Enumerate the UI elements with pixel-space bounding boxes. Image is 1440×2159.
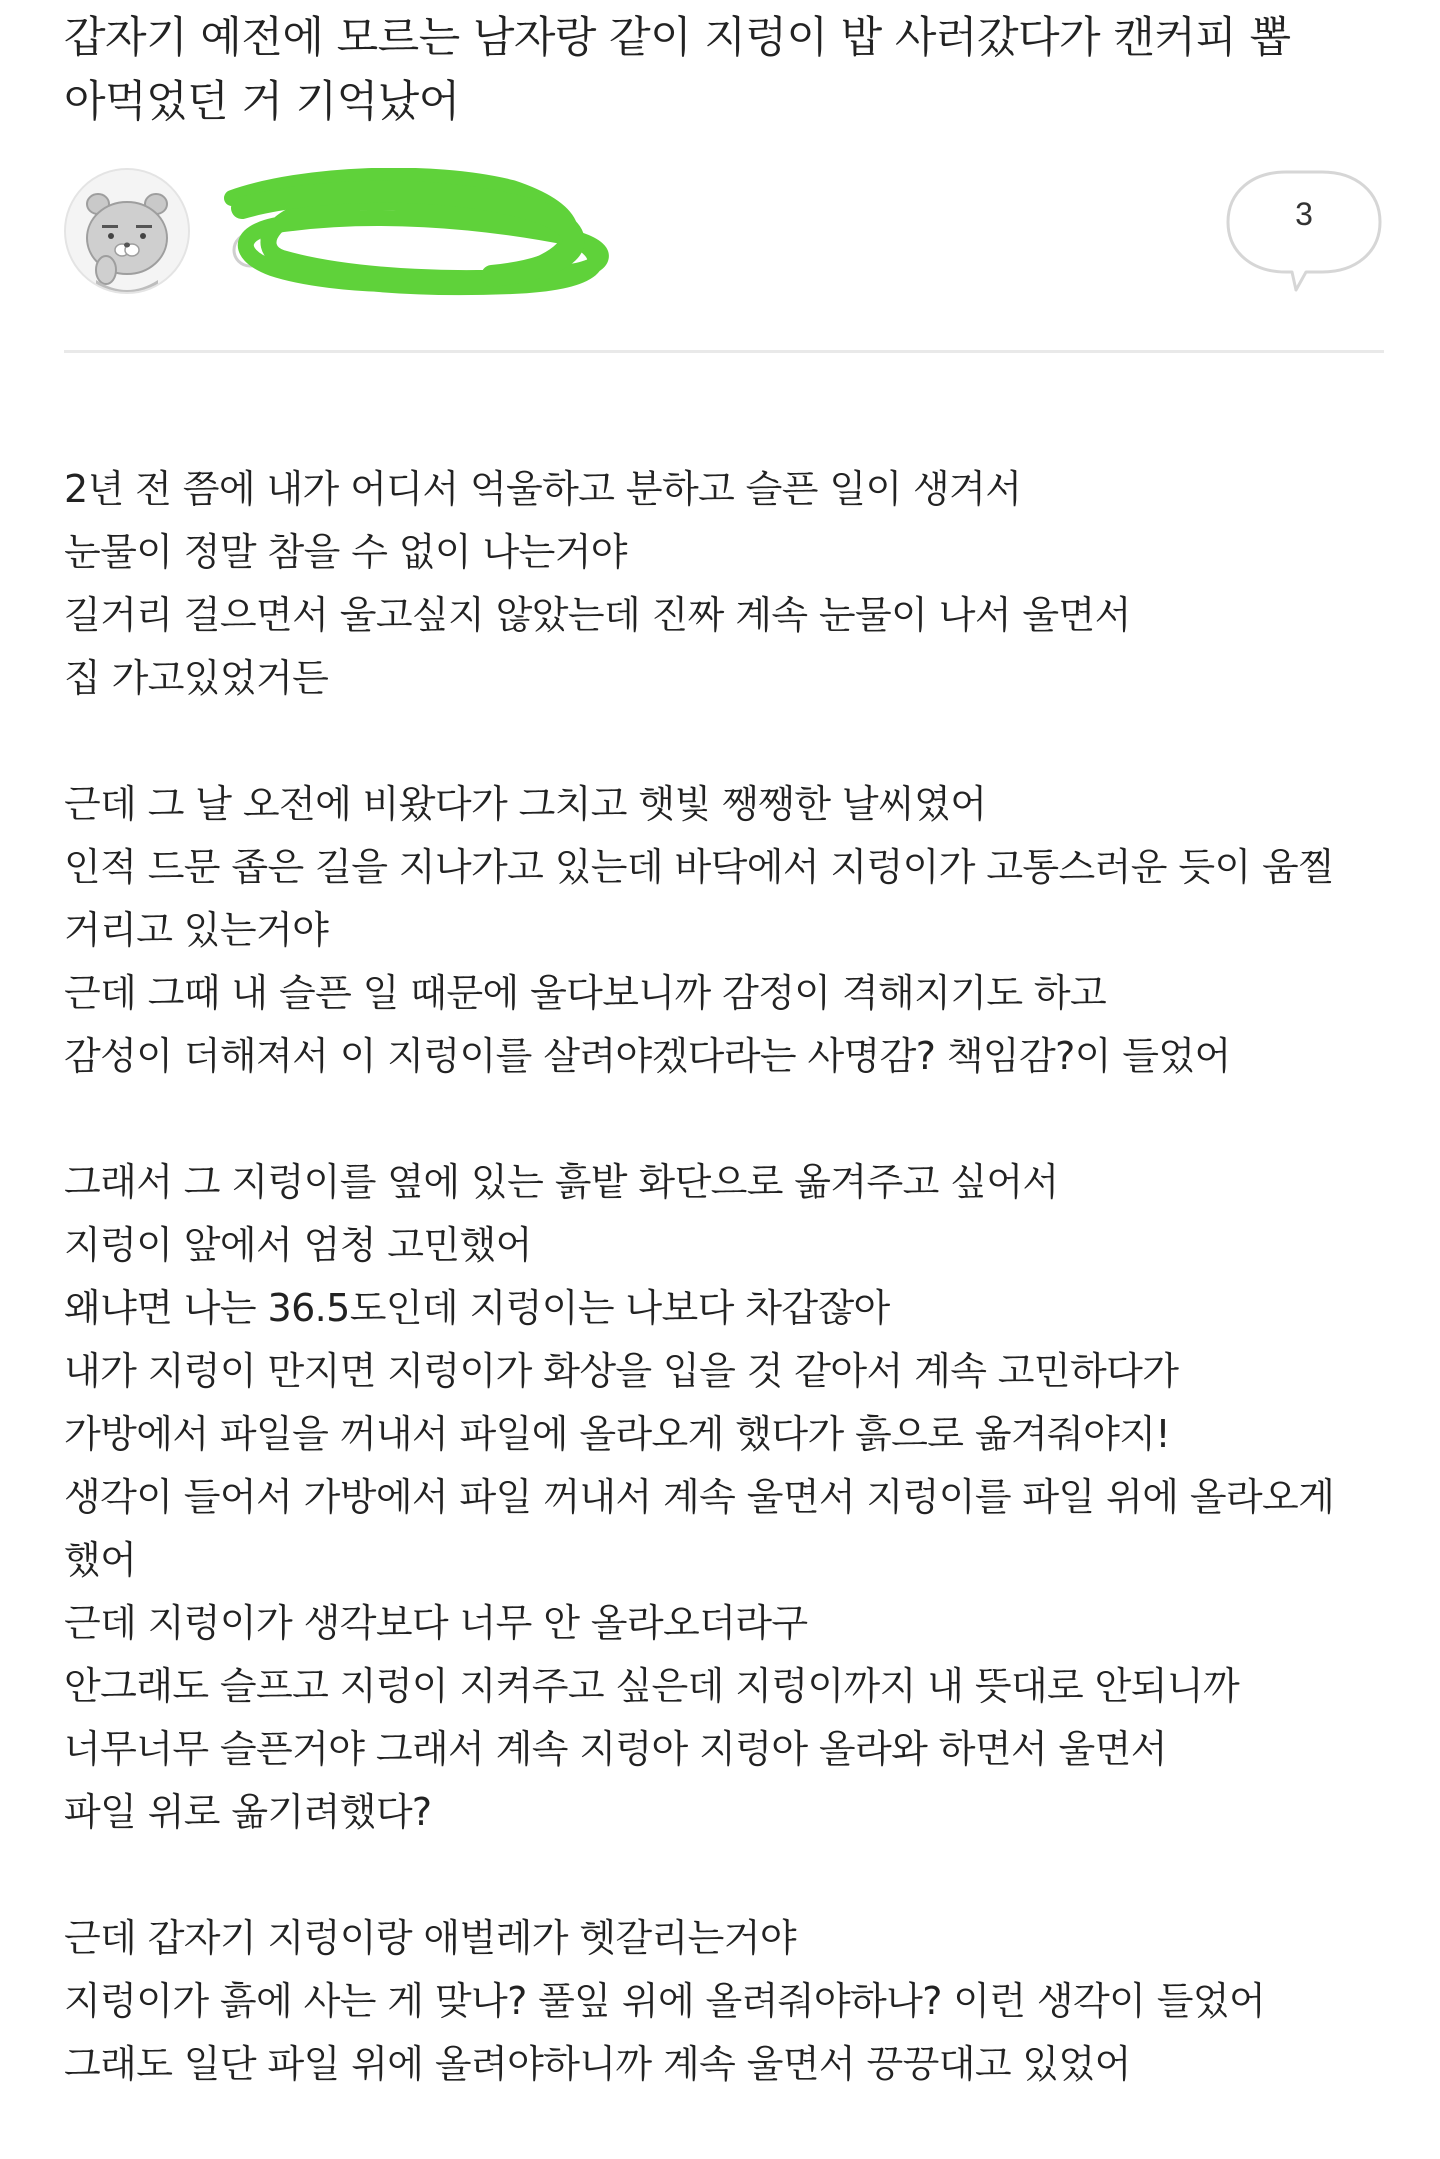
body-line: 눈물이 정말 참을 수 없이 나는거야	[64, 530, 627, 574]
body-paragraph-2	[64, 773, 1394, 1088]
body-line: 거리고 있는거야	[64, 908, 329, 952]
author-row	[64, 168, 1384, 298]
body-line: 파일 위로 옮기려했다?	[64, 1790, 432, 1834]
body-line: 지렁이가 흙에 사는 게 맞나? 풀잎 위에 올려줘야하나? 이런 생각이 들었어	[64, 1979, 1266, 2023]
body-line: 근데 갑자기 지렁이랑 애벌레가 헷갈리는거야	[64, 1916, 796, 1960]
body-line: 근데 그때 내 슬픈 일 때문에 울다보니까 감정이 격해지기도 하고	[64, 971, 1107, 1015]
speech-bubble-icon	[1224, 168, 1384, 308]
post-title	[64, 6, 1374, 134]
body-line: 왜냐면 나는 36.5도인데 지렁이는 나보다 차갑잖아	[64, 1286, 890, 1330]
body-line: 지렁이 앞에서 엄청 고민했어	[64, 1223, 532, 1267]
body-paragraph-4	[64, 1907, 1394, 2096]
body-line: 가방에서 파일을 꺼내서 파일에 올라오게 했다가 흙으로 옮겨줘야지!	[64, 1412, 1171, 1456]
body-line: 생각이 들어서 가방에서 파일 꺼내서 계속 울면서 지렁이를 파일 위에 올라오게	[64, 1475, 1335, 1519]
author-avatar[interactable]	[64, 168, 190, 294]
body-line: 안그래도 슬프고 지렁이 지켜주고 싶은데 지렁이까지 내 뜻대로 안되니까	[64, 1664, 1240, 1708]
body-line: 근데 그 날 오전에 비왔다가 그치고 햇빛 쨍쨍한 날씨였어	[64, 782, 987, 826]
post-title-line-2: 아먹었던 거 기억났어	[64, 77, 460, 127]
post-body	[64, 458, 1394, 2159]
comment-count-button[interactable]	[1224, 168, 1384, 308]
body-line: 그래서 그 지렁이를 옆에 있는 흙밭 화단으로 옮겨주고 싶어서	[64, 1160, 1059, 1204]
body-line: 내가 지렁이 만지면 지렁이가 화상을 입을 것 같아서 계속 고민하다가	[64, 1349, 1179, 1393]
author-name-redaction	[212, 168, 622, 308]
body-line: 집 가고있었거든	[64, 656, 329, 700]
comment-count: 3	[1295, 196, 1313, 232]
body-line: 그래도 일단 파일 위에 올려야하니까 계속 울면서 끙끙대고 있었어	[64, 2042, 1131, 2086]
body-line: 2년 전 쯤에 내가 어디서 억울하고 분하고 슬픈 일이 생겨서	[64, 467, 1022, 511]
body-paragraph-3	[64, 1151, 1394, 1844]
ryan-character-avatar-icon	[66, 170, 188, 292]
body-line: 근데 지렁이가 생각보다 너무 안 올라오더라구	[64, 1601, 808, 1645]
body-line: 했어	[64, 1538, 137, 1582]
body-line: 인적 드문 좁은 길을 지나가고 있는데 바닥에서 지렁이가 고통스러운 듯이 움찔	[64, 845, 1335, 889]
post-title-line-1: 갑자기 예전에 모르는 남자랑 같이 지렁이 밥 사러갔다가 캔커피 뽑	[64, 13, 1291, 63]
body-line: 길거리 걸으면서 울고싶지 않았는데 진짜 계속 눈물이 나서 울면서	[64, 593, 1131, 637]
header-divider	[64, 350, 1384, 353]
body-line: 감성이 더해져서 이 지렁이를 살려야겠다라는 사명감? 책임감?이 들었어	[64, 1034, 1231, 1078]
body-line: 너무너무 슬픈거야 그래서 계속 지렁아 지렁아 올라와 하면서 울면서	[64, 1727, 1167, 1771]
body-paragraph-1	[64, 458, 1394, 710]
